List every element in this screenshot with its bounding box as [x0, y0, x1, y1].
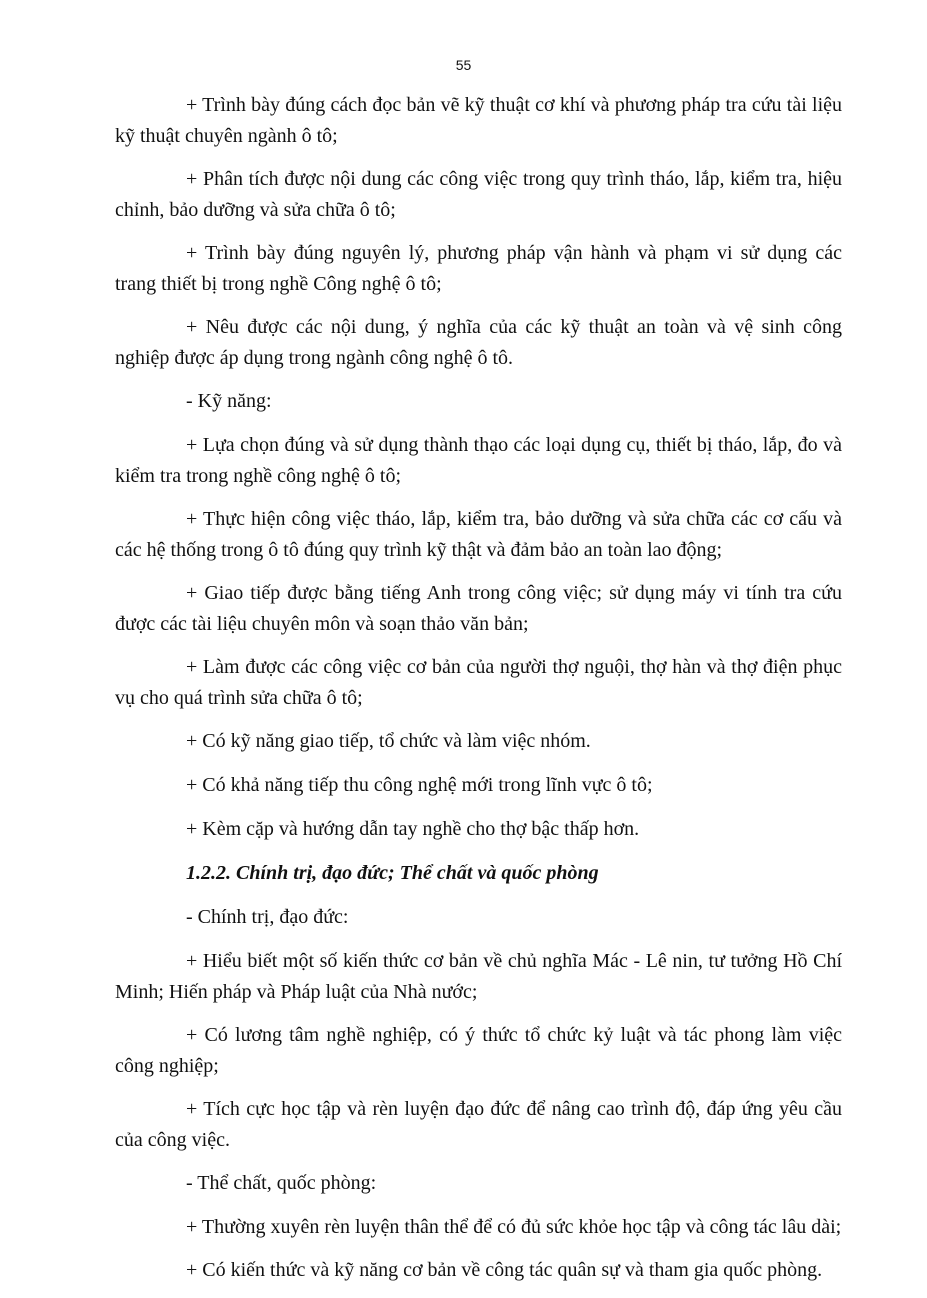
page-number: 55 — [455, 57, 472, 73]
paragraph-defense-knowledge: + Có kiến thức và kỹ năng cơ bản về công tác quân sự và tham gia quốc phòng. — [186, 1259, 823, 1281]
paragraph-skill-workshop: + Làm được các công việc cơ bản của người thợ nguội, thợ hàn và thợ điện phục vụ cho quá trình sửa chữa ô tô; — [115, 656, 842, 709]
subheading-skills: - Kỹ năng: — [186, 390, 272, 412]
paragraph-skill-tools: + Lựa chọn đúng và sử dụng thành thạo các loại dụng cụ, thiết bị tháo, lắp, đo và kiểm tra trong nghề công nghệ ô tô; — [115, 434, 842, 487]
paragraph-physical-training: + Thường xuyên rèn luyện thân thể để có đủ sức khỏe học tập và công tác lâu dài; — [186, 1216, 842, 1238]
paragraph-knowledge-procedures: + Phân tích được nội dung các công việc trong quy trình tháo, lắp, kiểm tra, hiệu chỉnh, bảo dưỡng và sửa chữa ô tô; — [115, 168, 842, 221]
paragraph-skill-repair: + Thực hiện công việc tháo, lắp, kiểm tra, bảo dưỡng và sửa chữa các cơ cấu và các hệ thống trong ô tô đúng quy trình kỹ thật và đảm bảo an toàn lao động; — [115, 508, 842, 561]
paragraph-knowledge-safety: + Nêu được các nội dung, ý nghĩa của các kỹ thuật an toàn và vệ sinh công nghiệp được áp dụng trong ngành công nghệ ô tô. — [115, 316, 842, 369]
subheading-physical-defense: - Thể chất, quốc phòng: — [186, 1172, 377, 1194]
paragraph-skill-teamwork: + Có kỹ năng giao tiếp, tổ chức và làm việc nhóm. — [186, 730, 591, 752]
paragraph-skill-technology: + Có khả năng tiếp thu công nghệ mới trong lĩnh vực ô tô; — [186, 774, 653, 796]
paragraph-professional-conscience: + Có lương tâm nghề nghiệp, có ý thức tổ chức kỷ luật và tác phong làm việc công nghiệp; — [115, 1024, 842, 1077]
paragraph-knowledge-equipment: + Trình bày đúng nguyên lý, phương pháp vận hành và phạm vi sử dụng các trang thiết bị trong nghề Công nghệ ô tô; — [115, 242, 842, 295]
paragraph-skill-mentoring: + Kèm cặp và hướng dẫn tay nghề cho thợ bậc thấp hơn. — [186, 818, 640, 840]
subheading-politics-ethics: - Chính trị, đạo đức: — [186, 906, 349, 928]
page-body — [115, 90, 842, 1298]
paragraph-knowledge-drawing: + Trình bày đúng cách đọc bản vẽ kỹ thuật cơ khí và phương pháp tra cứu tài liệu kỹ thuật chuyên ngành ô tô; — [115, 94, 842, 147]
section-heading: 1.2.2. Chính trị, đạo đức; Thể chất và quốc phòng — [186, 862, 599, 884]
paragraph-skill-english: + Giao tiếp được bằng tiếng Anh trong công việc; sử dụng máy vi tính tra cứu được các tài liệu chuyên môn và soạn thảo văn bản; — [115, 582, 842, 635]
paragraph-active-learning: + Tích cực học tập và rèn luyện đạo đức để nâng cao trình độ, đáp ứng yêu cầu của công việc. — [115, 1098, 842, 1151]
paragraph-politics-knowledge: + Hiểu biết một số kiến thức cơ bản về chủ nghĩa Mác - Lê nin, tư tưởng Hồ Chí Minh; Hiến pháp và Pháp luật của Nhà nước; — [115, 950, 842, 1003]
